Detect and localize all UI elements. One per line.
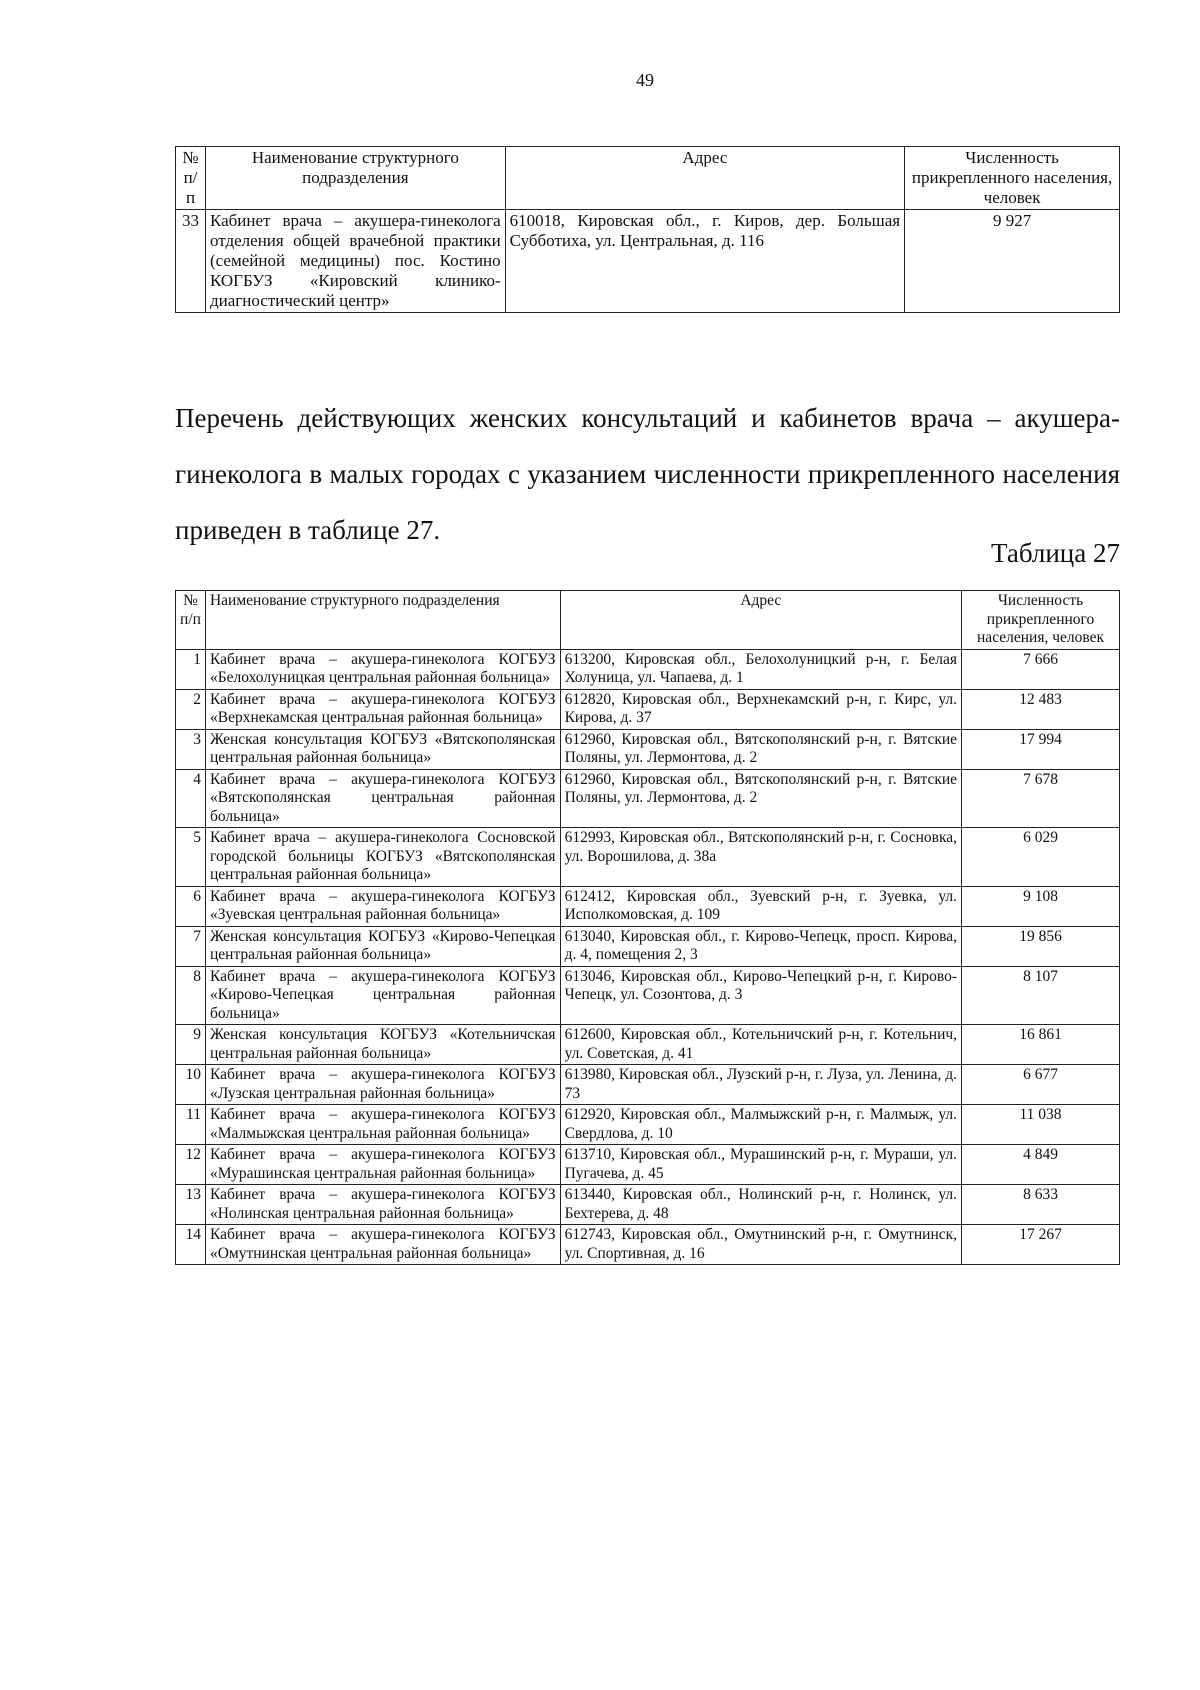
row-population: 7 678 [962, 769, 1120, 828]
row-number: 10 [176, 1065, 206, 1105]
row-address: 612820, Кировская обл., Верхнекамский р-н, г. Кирс, ул. Кирова, д. 37 [560, 689, 961, 729]
row-number: 9 [176, 1025, 206, 1065]
table-row [176, 926, 1120, 966]
row-population: 9 108 [962, 886, 1120, 926]
row-population: 12 483 [962, 689, 1120, 729]
table-row [176, 1065, 1120, 1105]
row-population: 4 849 [962, 1145, 1120, 1185]
row-address: 612920, Кировская обл., Малмыжский р-н, г. Малмыж, ул. Свердлова, д. 10 [560, 1105, 961, 1145]
row-address: 613980, Кировская обл., Лузский р-н, г. Луза, ул. Ленина, д. 73 [560, 1065, 961, 1105]
row-number: 2 [176, 689, 206, 729]
header-address: Адрес [560, 591, 961, 650]
row-population: 6 677 [962, 1065, 1120, 1105]
row-number: 13 [176, 1185, 206, 1225]
row-name: Кабинет врача – акушера-гинеколога КОГБУЗ «Верхнекамская центральная районная больница» [205, 689, 560, 729]
row-population: 9 927 [905, 210, 1120, 313]
row-address: 612960, Кировская обл., Вятскополянский р-н, г. Вятские Поляны, ул. Лермонтова, д. 2 [560, 769, 961, 828]
row-name: Кабинет врача – акушера-гинеколога Сосновской городской больницы КОГБУЗ «Вятскополянская центральная районная больница» [205, 828, 560, 887]
table-row [176, 966, 1120, 1025]
row-address: 613200, Кировская обл., Белохолуницкий р-н, г. Белая Холуница, ул. Чапаева, д. 1 [560, 649, 961, 689]
page-number: 49 [636, 70, 654, 90]
table-row [176, 1025, 1120, 1065]
row-population: 19 856 [962, 926, 1120, 966]
row-population: 8 107 [962, 966, 1120, 1025]
body-paragraph: Перечень действующих женских консультаций и кабинетов врача – акушера-гинеколога в малых городах с указанием численности прикрепленного населения приведен в таблице 27. [175, 403, 1120, 545]
table-row [176, 1185, 1120, 1225]
table-row [176, 1105, 1120, 1145]
header-number: № п/п [176, 591, 206, 650]
row-number: 5 [176, 828, 206, 887]
row-number: 33 [176, 210, 206, 313]
header-name: Наименование структурного подразделения [205, 591, 560, 650]
row-name: Кабинет врача – акушера-гинеколога КОГБУЗ «Лузская центральная районная больница» [205, 1065, 560, 1105]
row-name: Кабинет врача – акушера-гинеколога КОГБУЗ «Нолинская центральная районная больница» [205, 1185, 560, 1225]
row-population: 17 994 [962, 729, 1120, 769]
row-number: 8 [176, 966, 206, 1025]
row-name: Кабинет врача – акушера-гинеколога отделения общей врачебной практики (семейной медицины) пос. Костино КОГБУЗ «Кировский клинико-диагностический центр» [205, 210, 505, 313]
row-name: Женская консультация КОГБУЗ «Кирово-Чепецкая центральная районная больница» [205, 926, 560, 966]
row-name: Кабинет врача – акушера-гинеколога КОГБУЗ «Вятскополянская центральная районная больница» [205, 769, 560, 828]
row-number: 6 [176, 886, 206, 926]
row-number: 7 [176, 926, 206, 966]
row-number: 3 [176, 729, 206, 769]
row-address: 613046, Кировская обл., Кирово-Чепецкий р-н, г. Кирово-Чепецк, ул. Созонтова, д. 3 [560, 966, 961, 1025]
row-population: 11 038 [962, 1105, 1120, 1145]
table-row [176, 886, 1120, 926]
row-address: 612743, Кировская обл., Омутнинский р-н, г. Омутнинск, ул. Спортивная, д. 16 [560, 1225, 961, 1265]
row-address: 613040, Кировская обл., г. Кирово-Чепецк, просп. Кирова, д. 4, помещения 2, 3 [560, 926, 961, 966]
table-row [176, 828, 1120, 887]
table-row [176, 729, 1120, 769]
row-number: 4 [176, 769, 206, 828]
row-address: 613440, Кировская обл., Нолинский р-н, г. Нолинск, ул. Бехтерева, д. 48 [560, 1185, 961, 1225]
header-address: Адрес [505, 147, 904, 210]
table-row [176, 689, 1120, 729]
row-name: Кабинет врача – акушера-гинеколога КОГБУЗ «Белохолуницкая центральная районная больница» [205, 649, 560, 689]
table-row [176, 649, 1120, 689]
row-population: 6 029 [962, 828, 1120, 887]
row-name: Кабинет врача – акушера-гинеколога КОГБУЗ «Зуевская центральная районная больница» [205, 886, 560, 926]
row-address: 610018, Кировская обл., г. Киров, дер. Большая Субботиха, ул. Центральная, д. 116 [505, 210, 904, 313]
row-name: Кабинет врача – акушера-гинеколога КОГБУЗ «Кирово-Чепецкая центральная районная больница» [205, 966, 560, 1025]
row-address: 612993, Кировская обл., Вятскополянский р-н, г. Сосновка, ул. Ворошилова, д. 38а [560, 828, 961, 887]
row-population: 7 666 [962, 649, 1120, 689]
row-population: 16 861 [962, 1025, 1120, 1065]
continuation-table [175, 146, 1120, 313]
row-name: Кабинет врача – акушера-гинеколога КОГБУЗ «Омутнинская центральная районная больница» [205, 1225, 560, 1265]
row-number: 1 [176, 649, 206, 689]
row-name: Женская консультация КОГБУЗ «Вятскополянская центральная районная больница» [205, 729, 560, 769]
header-number: № п/п [176, 147, 206, 210]
table-row [176, 210, 1120, 313]
table-row [176, 1225, 1120, 1265]
row-address: 612600, Кировская обл., Котельничский р-н, г. Котельнич, ул. Советская, д. 41 [560, 1025, 961, 1065]
table-row [176, 1145, 1120, 1185]
row-number: 14 [176, 1225, 206, 1265]
row-number: 12 [176, 1145, 206, 1185]
row-population: 8 633 [962, 1185, 1120, 1225]
table-header-row [176, 147, 1120, 210]
row-name: Женская консультация КОГБУЗ «Котельничская центральная районная больница» [205, 1025, 560, 1065]
header-name: Наименование структурного подразделения [205, 147, 505, 210]
row-number: 11 [176, 1105, 206, 1145]
row-name: Кабинет врача – акушера-гинеколога КОГБУЗ «Мурашинская центральная районная больница» [205, 1145, 560, 1185]
table-header-row [176, 591, 1120, 650]
row-address: 613710, Кировская обл., Мурашинский р-н, г. Мураши, ул. Пугачева, д. 45 [560, 1145, 961, 1185]
table-27 [175, 590, 1120, 1265]
table-label: Таблица 27 [991, 538, 1120, 568]
header-population: Численность прикрепленного населения, человек [905, 147, 1120, 210]
row-name: Кабинет врача – акушера-гинеколога КОГБУЗ «Малмыжская центральная районная больница» [205, 1105, 560, 1145]
table-row [176, 769, 1120, 828]
row-address: 612960, Кировская обл., Вятскополянский р-н, г. Вятские Поляны, ул. Лермонтова, д. 2 [560, 729, 961, 769]
row-population: 17 267 [962, 1225, 1120, 1265]
header-population: Численность прикрепленного населения, человек [962, 591, 1120, 650]
row-address: 612412, Кировская обл., Зуевский р-н, г. Зуевка, ул. Исполкомовская, д. 109 [560, 886, 961, 926]
